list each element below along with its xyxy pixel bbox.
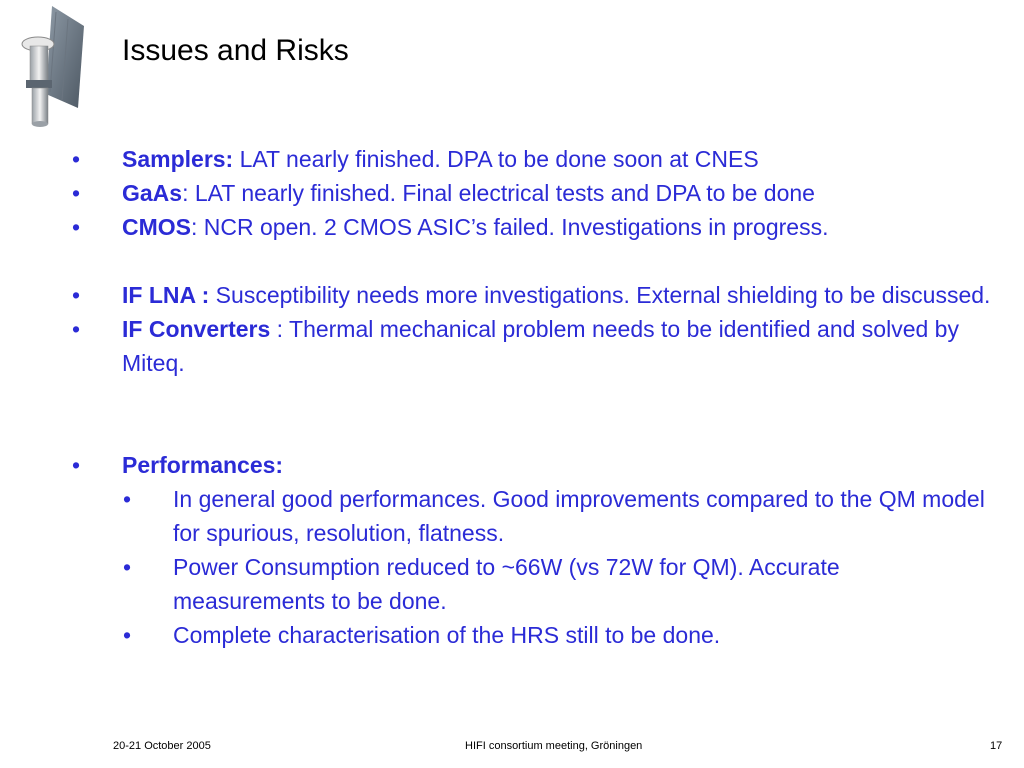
bullet-marker: • [72,282,81,308]
item-text: Complete characterisation of the HRS still to be done. [173,622,721,648]
list-item [0,142,1024,176]
bullet-marker: • [123,486,132,512]
list-item [0,278,1024,312]
item-text: : NCR open. 2 CMOS ASIC’s failed. Investigations in progress. [191,214,829,240]
page-number: 17 [990,740,1003,752]
bullet-marker: • [72,146,81,172]
item-heading: GaAs [122,180,183,206]
bullet-list [0,142,1024,652]
item-heading: Samplers: [122,146,234,172]
spacer [0,380,1024,448]
item-text: In general good performances. Good improvements compared to the QM model for spurious, resolution, flatness. [173,486,985,546]
sub-list-item [0,550,1024,618]
bullet-marker: • [123,622,132,648]
list-item [0,312,1024,380]
item-heading: Performances: [122,452,284,478]
item-heading: CMOS [122,214,191,240]
list-item [0,448,1024,482]
bullet-marker: • [72,180,81,206]
footer-date: 20-21 October 2005 [113,740,211,752]
bullet-marker: • [72,452,81,478]
item-heading: IF LNA : [122,282,210,308]
bullet-marker: • [123,554,132,580]
sub-list-item [0,482,1024,550]
item-heading: IF Converters [122,316,271,342]
item-text: Susceptibility needs more investigations. External shielding to be discussed. [209,282,991,308]
item-text: Power Consumption reduced to ~66W (vs 72W for QM). Accurate measurements to be done. [173,554,840,614]
item-text: : Thermal mechanical problem needs to be identified and solved by Miteq. [122,316,959,376]
spacer [0,244,1024,278]
footer-event: HIFI consortium meeting, Gröningen [465,740,643,752]
item-text: : LAT nearly finished. Final electrical tests and DPA to be done [182,180,815,206]
sub-list-item [0,618,1024,652]
bullet-marker: • [72,214,81,240]
list-item [0,176,1024,210]
page-title: Issues and Risks [122,34,349,67]
bullet-marker: • [72,316,81,342]
list-item [0,210,1024,244]
satellite-icon [12,4,92,132]
item-text: LAT nearly finished. DPA to be done soon at CNES [233,146,759,172]
